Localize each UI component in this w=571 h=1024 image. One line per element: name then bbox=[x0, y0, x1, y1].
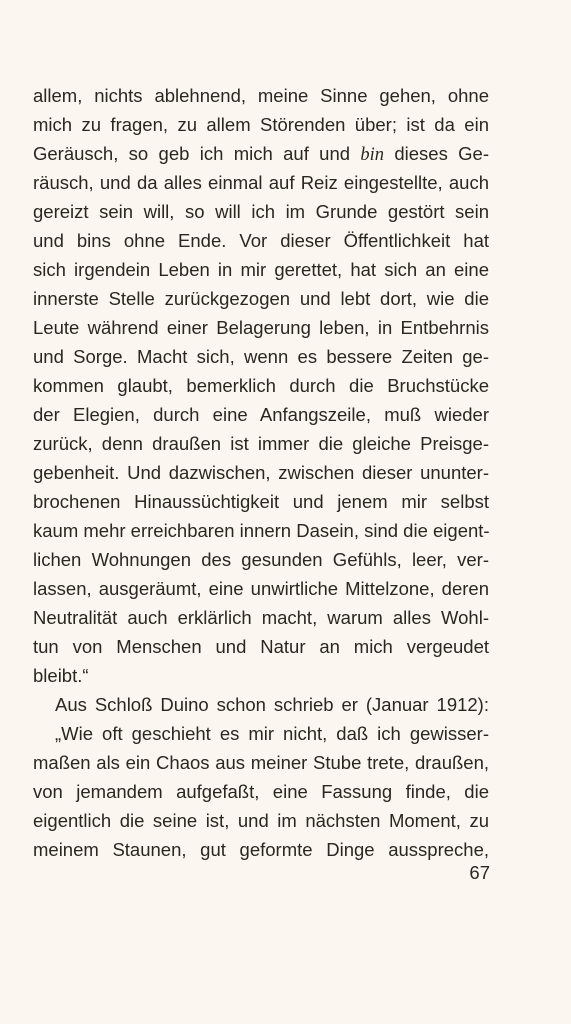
text-line: meinem Staunen, gut geformte Dinge ausspreche, bbox=[33, 839, 489, 860]
text-line: zurück, denn draußen ist immer die gleiche Preisge- bbox=[33, 433, 489, 454]
text-line: gebenheit. Und dazwischen, zwischen dieser ununter- bbox=[33, 462, 489, 483]
page-number: 67 bbox=[469, 862, 490, 883]
text-line: allem, nichts ablehnend, meine Sinne gehen, ohne bbox=[33, 85, 489, 106]
text-line: maßen als ein Chaos aus meiner Stube trete, draußen, bbox=[33, 752, 489, 773]
text-line: bleibt.“ bbox=[33, 665, 89, 686]
text-segment: dieses Ge- bbox=[384, 143, 489, 164]
text-line: Leute während einer Belagerung leben, in Entbehrnis bbox=[33, 317, 489, 338]
text-line: innerste Stelle zurückgezogen und lebt dort, wie die bbox=[33, 288, 489, 309]
text-line: kaum mehr erreichbaren innern Dasein, sind die eigent- bbox=[33, 520, 490, 541]
text-line: der Elegien, durch eine Anfangszeile, muß wieder bbox=[33, 404, 489, 425]
text-line bbox=[33, 139, 489, 168]
text-line: und bins ohne Ende. Vor dieser Öffentlichkeit hat bbox=[33, 230, 489, 251]
text-line: brochenen Hinaussüchtigkeit und jenem mir selbst bbox=[33, 491, 489, 512]
text-line: gereizt sein will, so will ich im Grunde gestört sein bbox=[33, 201, 489, 222]
paragraph-start-line: Aus Schloß Duino schon schrieb er (Januar 1912): bbox=[55, 694, 489, 715]
text-line: räusch, und da alles einmal auf Reiz eingestellte, auch bbox=[33, 172, 489, 193]
text-line: Neutralität auch erklärlich macht, warum alles Wohl- bbox=[33, 607, 489, 628]
text-line: lassen, ausgeräumt, eine unwirtliche Mittelzone, deren bbox=[33, 578, 489, 599]
text-line: lichen Wohnungen des gesunden Gefühls, leer, ver- bbox=[33, 549, 489, 570]
quote-start-line: „Wie oft geschieht es mir nicht, daß ich gewisser- bbox=[55, 723, 489, 744]
text-line: mich zu fragen, zu allem Störenden über; ist da ein bbox=[33, 114, 489, 135]
text-line: kommen glaubt, bemerklich durch die Bruchstücke bbox=[33, 375, 489, 396]
text-line: und Sorge. Macht sich, wenn es bessere Zeiten ge- bbox=[33, 346, 489, 367]
text-segment: Geräusch, so geb ich mich auf und bbox=[33, 143, 361, 164]
text-line: sich irgendein Leben in mir gerettet, hat sich an eine bbox=[33, 259, 489, 280]
emphasized-word: bin bbox=[360, 145, 385, 165]
text-line: von jemandem aufgefaßt, eine Fassung finde, die bbox=[33, 781, 489, 802]
body-text bbox=[33, 81, 489, 864]
text-line: tun von Menschen und Natur an mich vergeudet bbox=[33, 636, 489, 657]
text-line: eigentlich die seine ist, und im nächsten Moment, zu bbox=[33, 810, 489, 831]
